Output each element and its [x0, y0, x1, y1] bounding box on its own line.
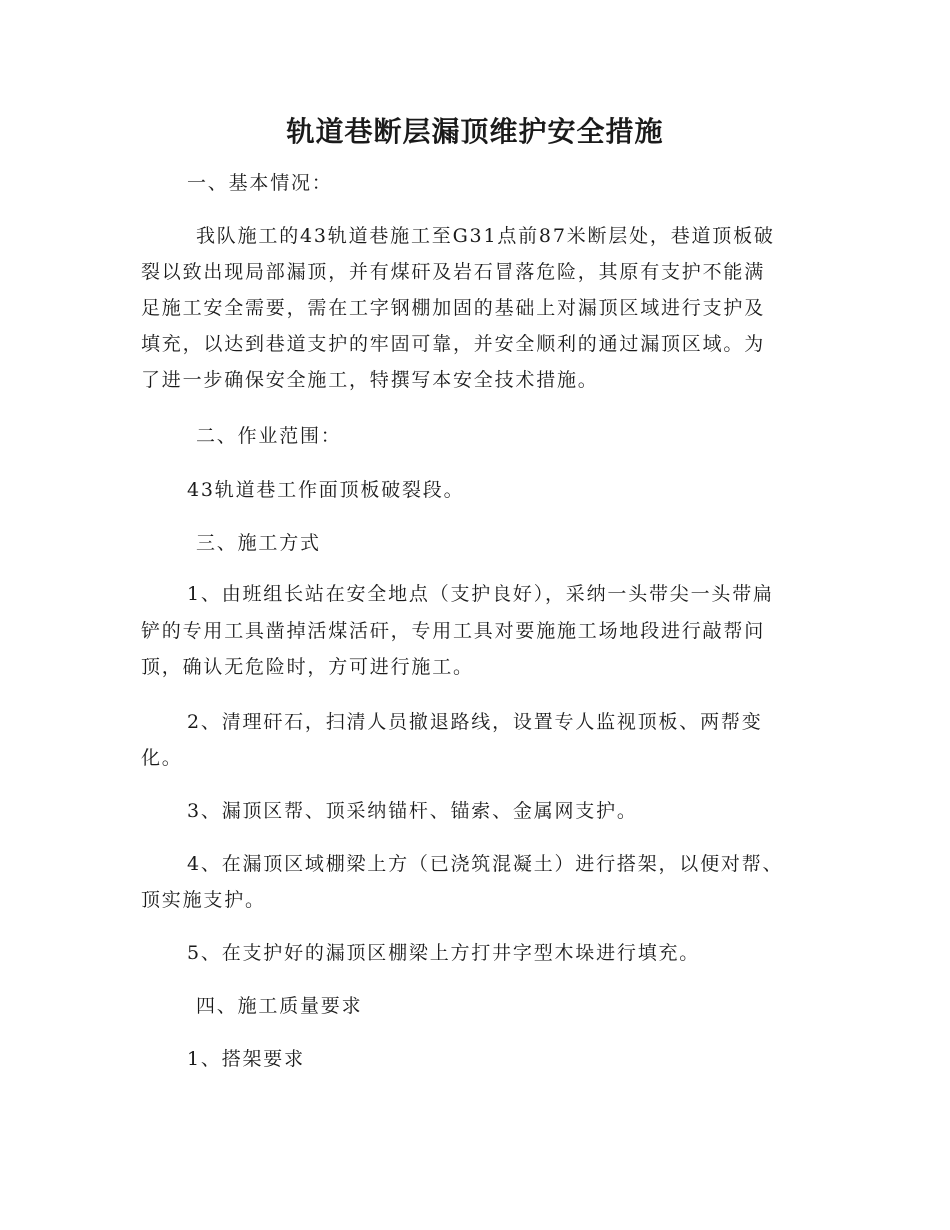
paragraph-line: 43轨道巷工作面顶板破裂段。: [187, 479, 465, 501]
section-heading-construction-method: 三、施工方式: [196, 532, 321, 554]
list-item-line: 1、搭架要求: [187, 1048, 305, 1070]
paragraph-line: 我队施工的43轨道巷施工至G31点前87米断层处，巷道顶板破: [196, 225, 775, 247]
list-item-line: 1、由班组长站在安全地点（支护良好），采纳一头带尖一头带扁: [187, 583, 774, 605]
list-item-line: 3、漏顶区帮、顶采纳锚杆、锚索、金属网支护。: [187, 800, 638, 822]
list-item-line: 4、在漏顶区域棚梁上方（已浇筑混凝土）进行搭架，以便对帮、: [187, 853, 784, 875]
list-item-line: 铲的专用工具凿掉活煤活矸，专用工具对要施施工场地段进行敲帮问: [141, 620, 766, 642]
paragraph-line: 了进一步确保安全施工，特撰写本安全技术措施。: [141, 369, 599, 391]
list-item-line: 顶实施支护。: [141, 889, 266, 911]
list-item-line: 5、在支护好的漏顶区棚梁上方打井字型木垛进行填充。: [187, 942, 701, 964]
paragraph-line: 裂以致出现局部漏顶，并有煤矸及岩石冒落危险，其原有支护不能满: [141, 261, 766, 283]
paragraph-line: 填充，以达到巷道支护的牢固可靠，并安全顺利的通过漏顶区域。为: [141, 333, 766, 355]
list-item-line: 2、清理矸石，扫清人员撤退路线，设置专人监视顶板、两帮变: [187, 711, 763, 733]
list-item-line: 化。: [141, 747, 183, 769]
document-title: 轨道巷断层漏顶维护安全措施: [286, 115, 664, 148]
paragraph-line: 足施工安全需要，需在工字钢棚加固的基础上对漏顶区域进行支护及: [141, 297, 766, 319]
section-heading-basic-situation: 一、基本情况：: [187, 172, 333, 194]
section-heading-quality-requirements: 四、施工质量要求: [196, 995, 363, 1017]
list-item-line: 顶，确认无危险时，方可进行施工。: [141, 656, 474, 678]
section-heading-work-scope: 二、作业范围：: [196, 425, 342, 447]
